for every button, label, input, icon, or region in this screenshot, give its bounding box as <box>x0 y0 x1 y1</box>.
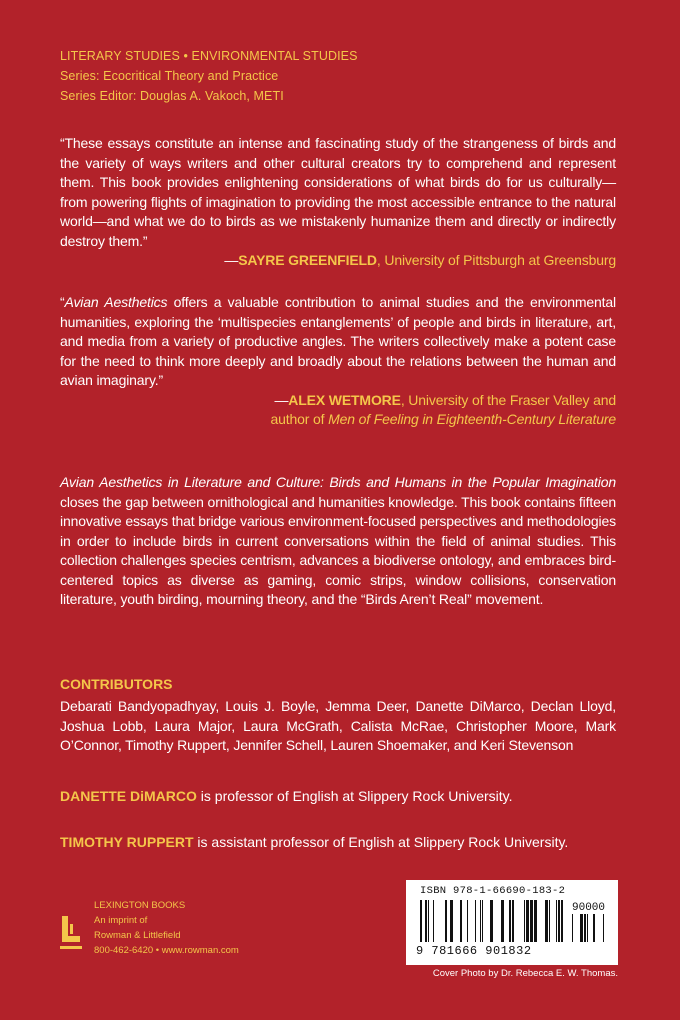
lexington-logo-icon <box>60 916 82 950</box>
contributors-heading: CONTRIBUTORS <box>60 676 173 692</box>
barcode-bar <box>420 900 422 942</box>
description-book-title: Avian Aesthetics in Literature and Culture: Birds and Humans in the Popular Imagination <box>60 474 616 490</box>
quote-1-affiliation: , University of Pittsburgh at Greensburg <box>376 252 616 268</box>
barcode-bar <box>524 900 525 942</box>
barcode-bar <box>501 900 504 942</box>
editor-2-name: TIMOTHY RUPPERT <box>60 834 194 850</box>
quote-2-dash: — <box>274 391 289 408</box>
series-name: Series: Ecocritical Theory and Practice <box>60 69 279 83</box>
publisher-block <box>60 898 280 968</box>
editor-bio-2 <box>60 833 568 853</box>
barcode-bar <box>561 900 563 942</box>
barcode-bar <box>428 900 429 942</box>
cover-photo-credit: Cover Photo by Dr. Rebecca E. W. Thomas. <box>432 968 618 979</box>
description-text: closes the gap between ornithological and humanities knowledge. This book contains fifteen innovative essays that bridge various environment-focused perspectives and methodologies in order to include birds in current conversations within the field of animal studies. This collection challenges species centrism, advances a biodiverse ontology, and embraces bird-centered topics as diverse as gaming, comic strips, window collisions, conservation literature, youth birding, mourning theory, and the “Birds Aren’t Real” movement. <box>60 493 616 607</box>
contributors-list: Debarati Bandyopadhyay, Louis J. Boyle, Jemma Deer, Danette DiMarco, Declan Lloyd, Joshua Lobb, Laura Major, Laura McGrath, Calista McRae, Christopher Moore, Mark O’Connor, Timothy Ruppert, Jennifer Schell, Lauren Shoemaker, and Keri Stevenson <box>60 698 616 753</box>
barcode-bar <box>545 900 548 942</box>
publisher-info <box>94 898 239 958</box>
barcode-bar <box>475 900 476 942</box>
barcode-bar <box>534 900 537 942</box>
quote-2-affiliation: , University of the Fraser Valley and <box>400 391 616 408</box>
quote-2-attribution <box>60 391 616 411</box>
editor-1-text: is professor of English at Slippery Rock University. <box>196 788 513 804</box>
quote-2-credit-prefix: author of <box>270 411 329 427</box>
barcode-bar <box>480 900 481 942</box>
ean-digits: 9 781666 901832 <box>416 944 532 958</box>
quote-1-dash: — <box>224 252 239 268</box>
editor-2-text: is assistant professor of English at Slippery Rock University. <box>193 834 569 850</box>
quote-1-author: SAYRE GREENFIELD <box>238 252 377 268</box>
quote-2-author-book: Men of Feeling in Eighteenth-Century Literature <box>328 411 616 427</box>
price-code: 90000 <box>572 902 606 914</box>
endorsement-quote-2 <box>60 293 616 430</box>
barcode-bar <box>512 900 514 942</box>
editor-bio-1 <box>60 787 513 807</box>
series-header <box>60 46 358 106</box>
endorsement-quote-1 <box>60 134 616 271</box>
barcode-bar <box>433 900 434 942</box>
barcode-bar <box>587 914 588 942</box>
quote-2-author: ALEX WETMORE <box>288 391 401 408</box>
barcode-bar <box>572 914 573 942</box>
barcode-bar <box>558 900 560 942</box>
publisher-name: LEXINGTON BOOKS <box>94 900 186 911</box>
barcode-bar <box>450 900 453 942</box>
barcode-bar <box>490 900 493 942</box>
book-description <box>60 473 616 610</box>
barcode-bar <box>580 914 583 942</box>
barcode-bar <box>482 900 483 942</box>
barcode-bar <box>549 900 550 942</box>
quote-2-book-title: Avian Aesthetics <box>64 294 168 310</box>
barcode-bar <box>460 900 462 942</box>
barcode-bar <box>556 900 557 942</box>
quote-2-author-credit <box>60 410 616 430</box>
quote-2-text: offers a valuable contribution to animal studies and the environmental humanities, exploring the ‘multispecies entanglements’ of people and birds in literature, art, and media from a variety of productive angles. The writers collectively make a potent case for the need to think more deeply and broadly about the relations between the human and avian imaginary.” <box>60 294 617 388</box>
barcode-bar <box>509 900 511 942</box>
barcode-bar <box>526 900 529 942</box>
barcode-bar <box>467 900 468 942</box>
barcode-bar <box>425 900 427 942</box>
editor-1-name: DANETTE DiMARCO <box>60 788 197 804</box>
barcode-bar <box>603 914 604 942</box>
publisher-parent: Rowman & Littlefield <box>94 930 181 941</box>
barcode <box>406 880 618 965</box>
publisher-contact: 800-462-6420 • www.rowman.com <box>94 945 239 956</box>
barcode-bar <box>530 900 533 942</box>
quote-2-open-mark: “ <box>60 294 65 310</box>
barcode-bar <box>593 914 595 942</box>
quote-1-text: “These essays constitute an intense and fascinating study of the strangeness of birds and the variety of ways writers and other cultural creators try to comprehend and represent them. This book provides enlightening considerations of what birds do for us culturally—from powering flights of imagination to providing the most accessible entrance to the natural world—and what we do to birds as we mistakenly humanize them and directly or indirectly destroy them.” <box>60 135 616 249</box>
quote-1-attribution <box>60 251 616 271</box>
barcode-bar <box>584 914 586 942</box>
publisher-imprint: An imprint of <box>94 915 148 926</box>
barcode-bar <box>445 900 447 942</box>
subject-categories: LITERARY STUDIES • ENVIRONMENTAL STUDIES <box>60 49 358 63</box>
isbn-text: ISBN 978-1-66690-183-2 <box>420 885 566 897</box>
series-editor: Series Editor: Douglas A. Vakoch, METI <box>60 89 284 103</box>
